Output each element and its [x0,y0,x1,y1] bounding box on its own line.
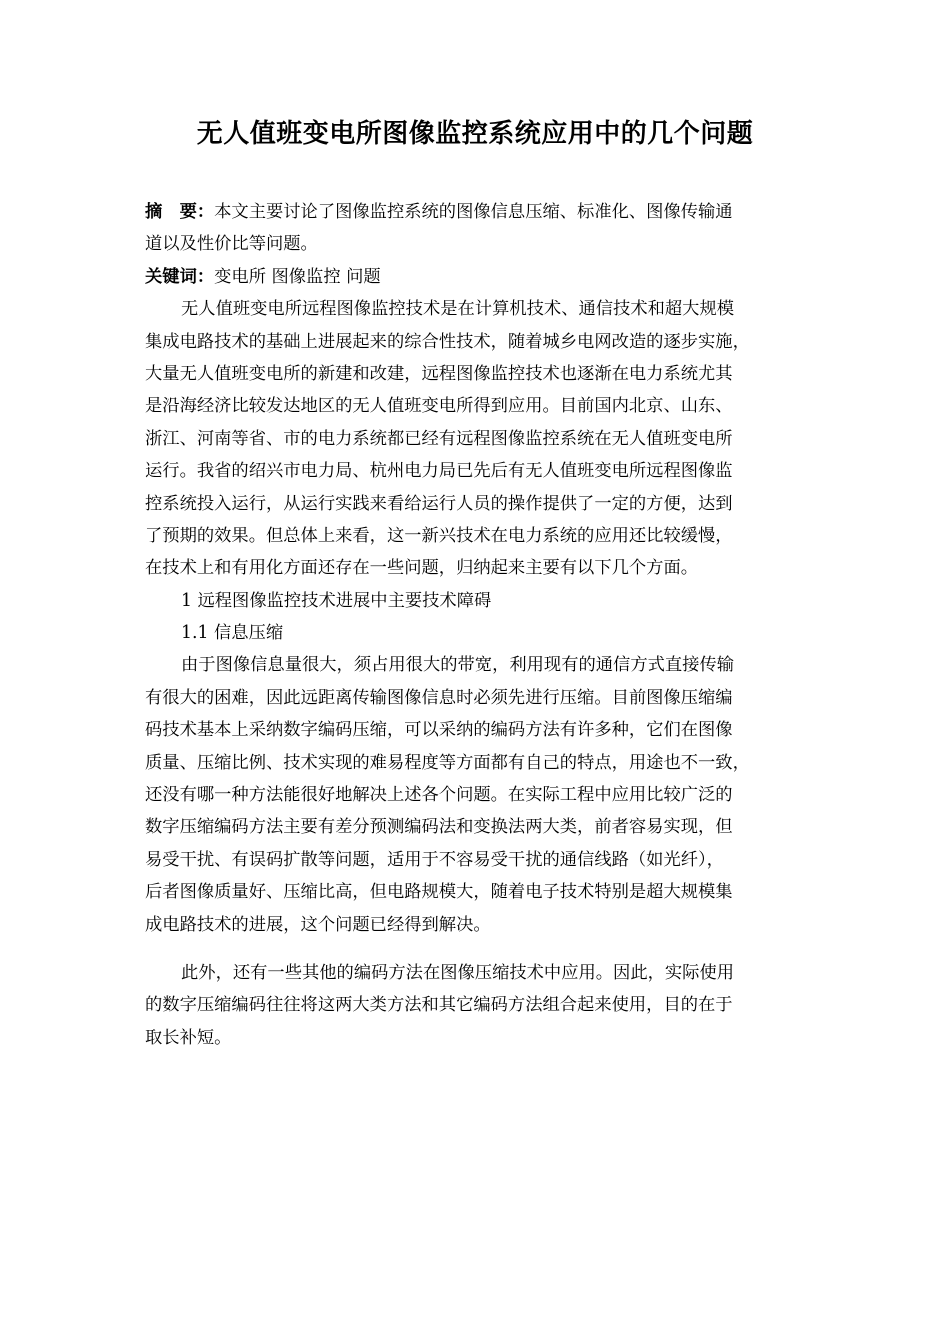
paragraph-line: 成电路技术的进展，这个问题已经得到解决。 [145,914,491,935]
paragraph-line: 无人值班变电所远程图像监控技术是在计算机技术、通信技术和超大规模 [181,299,735,320]
paragraph-line: 还没有哪一种方法能很好地解决上述各个问题。在实际工程中应用比较广泛的 [145,785,733,806]
document-title: 无人值班变电所图像监控系统应用中的几个问题 [196,119,754,149]
keywords-line [145,261,811,293]
abstract-label: 摘 要： [145,202,215,222]
paragraph-line: 由于图像信息量很大，须占用很大的带宽，利用现有的通信方式直接传输 [181,655,735,676]
paragraph-line: 了预期的效果。但总体上来看，这一新兴技术在电力系统的应用还比较缓慢， [145,525,733,546]
paragraph-line: 浙江、河南等省、市的电力系统都已经有远程图像监控系统在无人值班变电所 [145,428,733,449]
paragraph-line: 集成电路技术的基础上进展起来的综合性技术，随着城乡电网改造的逐步实施， [145,331,750,352]
paragraph-line: 有很大的困难，因此远距离传输图像信息时必须先进行压缩。目前图像压缩编 [145,687,733,708]
paragraph-line: 在技术上和有用化方面还存在一些问题，归纳起来主要有以下几个方面。 [145,558,699,579]
abstract-text-1: 本文主要讨论了图像监控系统的图像信息压缩、标准化、图像传输通 [214,202,733,222]
paragraph-line: 的数字压缩编码往往将这两大类方法和其它编码方法组合起来使用，目的在于 [145,995,733,1016]
section-heading-1-1: 1.1 信息压缩 [181,623,284,644]
abstract-line-2: 道以及性价比等问题。 [145,234,318,255]
paragraph-line: 控系统投入运行，从运行实践来看给运行人员的操作提供了一定的方便，达到 [145,493,733,514]
document-body [145,196,811,1054]
paragraph-line: 后者图像质量好、压缩比高，但电路规模大，随着电子技术特别是超大规模集 [145,882,733,903]
paragraph-line: 易受干扰、有误码扩散等问题，适用于不容易受干扰的通信线路（如光纤）， [145,849,724,870]
paragraph-line: 是沿海经济比较发达地区的无人值班变电所得到应用。目前国内北京、山东、 [145,396,733,417]
paragraph-line: 此外，还有一些其他的编码方法在图像压缩技术中应用。因此，实际使用 [181,962,735,983]
abstract-line-1 [145,196,811,228]
paragraph-line: 数字压缩编码方法主要有差分预测编码法和变换法两大类，前者容易实现，但 [145,817,733,838]
keywords-value: 变电所 图像监控 问题 [214,266,381,287]
paragraph-line: 运行。我省的绍兴市电力局、杭州电力局已先后有无人值班变电所远程图像监 [145,461,733,482]
section-heading-1: 1 远程图像监控技术进展中主要技术障碍 [181,590,492,611]
paragraph-gap [145,941,811,957]
paragraph-line: 大量无人值班变电所的新建和改建，远程图像监控技术也逐渐在电力系统尤其 [145,363,733,384]
paragraph-line: 码技术基本上采纳数字编码压缩，可以采纳的编码方法有许多种，它们在图像 [145,720,733,741]
paragraph-line: 质量、压缩比例、技术实现的难易程度等方面都有自己的特点，用途也不一致， [145,752,750,773]
keywords-label: 关键词： [145,266,215,287]
paragraph-line: 取长补短。 [145,1027,232,1048]
